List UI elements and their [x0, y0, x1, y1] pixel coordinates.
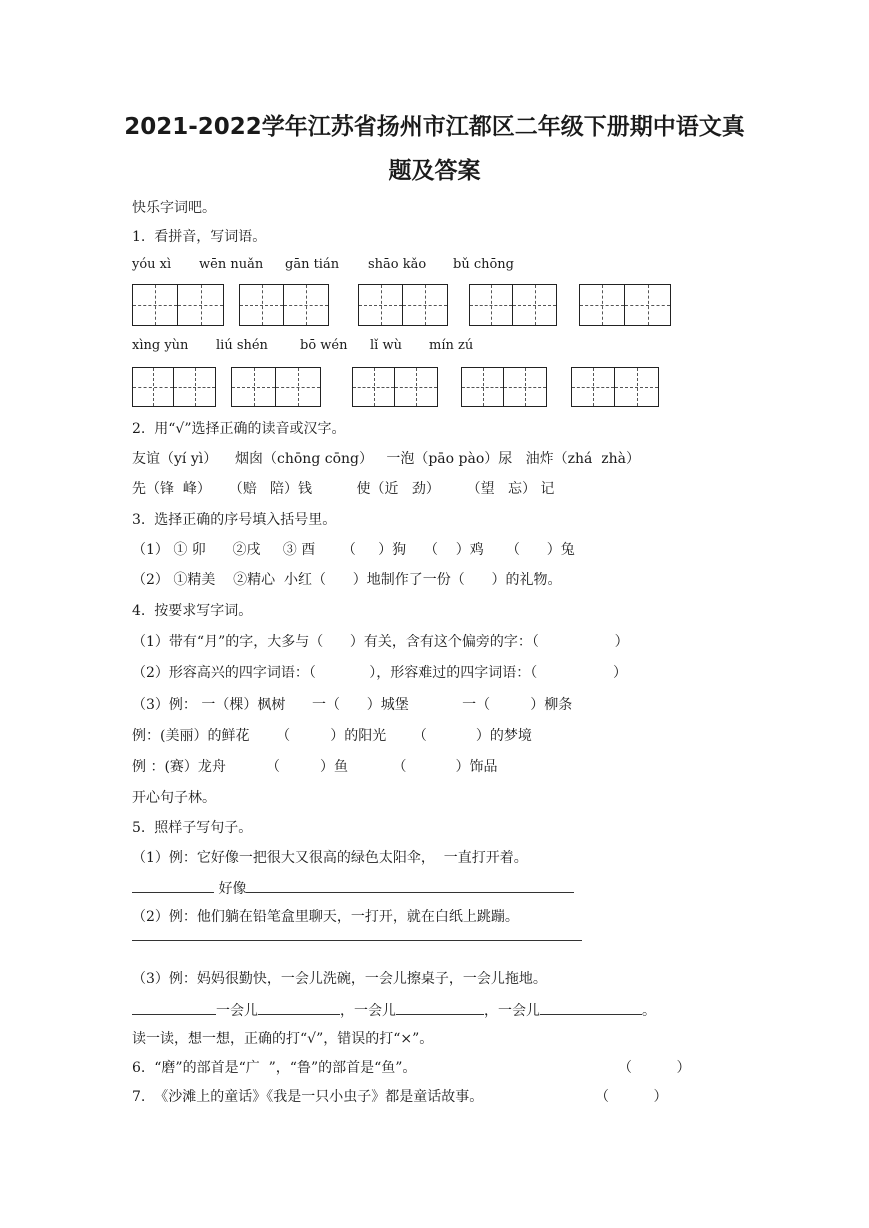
answer-connector: 好像 — [214, 881, 247, 897]
question-4-line-4: 例：(美丽）的鲜花 （ ）的阳光 （ ）的梦境 — [132, 728, 532, 744]
answer-connector: ，一会儿 — [340, 1003, 396, 1019]
answer-connector: 一会儿 — [216, 1003, 258, 1019]
question-5-1-answer — [132, 878, 574, 898]
answer-connector: 。 — [642, 1003, 656, 1019]
pinyin-7: liú shén — [216, 338, 268, 353]
question-5-3: （3）例：妈妈很勤快，一会儿洗碗，一会儿擦桌子，一会儿拖地。 — [132, 971, 547, 987]
answer-line[interactable] — [132, 940, 582, 941]
writing-grid[interactable] — [231, 367, 321, 407]
page-title-line1: 2021-2022学年江苏省扬州市江都区二年级下册期中语文真 — [124, 114, 745, 140]
question-6-answer[interactable]: （ ） — [618, 1060, 691, 1076]
question-3: 3. 选择正确的序号填入括号里。 — [132, 512, 337, 528]
question-5-3-answer — [132, 1000, 656, 1020]
question-4-line-3: （3）例： 一（棵）枫树 一（ ）城堡 一（ ）柳条 — [132, 697, 573, 713]
question-4-line-5: 例 ：(赛）龙舟 （ ）鱼 （ ）饰品 — [132, 759, 498, 775]
question-1: 1. 看拼音，写词语。 — [132, 229, 267, 245]
question-4-line-2: （2）形容高兴的四字词语：（ ），形容难过的四字词语：（ ） — [132, 665, 627, 681]
question-4: 4. 按要求写字词。 — [132, 603, 253, 619]
pinyin-10: mín zú — [429, 338, 474, 353]
section-heading-words: 快乐字词吧。 — [132, 200, 216, 216]
question-2: 2. 用“√”选择正确的读音或汉字。 — [132, 421, 346, 437]
pinyin-8: bō wén — [300, 338, 348, 353]
writing-grid[interactable] — [579, 284, 671, 326]
pinyin-5: bǔ chōng — [453, 257, 515, 272]
pinyin-6: xìng yùn — [132, 338, 189, 353]
answer-connector: ，一会儿 — [484, 1003, 540, 1019]
writing-grid[interactable] — [352, 367, 438, 407]
pinyin-1: yóu xì — [132, 257, 172, 272]
question-5-1: （1）例：它好像一把很大又很高的绿色太阳伞， 一直打开着。 — [132, 850, 528, 866]
pinyin-2: wēn nuǎn — [199, 257, 264, 272]
question-3-line-1: （1） ① 卯 ②戌 ③ 酉 （ ）狗 （ ）鸡 （ ）兔 — [132, 542, 575, 558]
section-heading-sentences: 开心句子林。 — [132, 790, 216, 806]
question-6: 6. “磨”的部首是“广 ”，“鲁”的部首是“鱼”。 — [132, 1060, 417, 1076]
writing-grid[interactable] — [132, 284, 224, 326]
page-title-line2: 题及答案 — [388, 158, 481, 184]
pinyin-9: lǐ wù — [370, 338, 402, 353]
writing-grid[interactable] — [461, 367, 547, 407]
section-heading-judgement: 读一读，想一想，正确的打“√”，错误的打“×”。 — [132, 1031, 434, 1047]
answer-blank[interactable] — [258, 1000, 340, 1015]
writing-grid[interactable] — [571, 367, 659, 407]
writing-grid[interactable] — [469, 284, 557, 326]
writing-grid[interactable] — [239, 284, 329, 326]
answer-blank[interactable] — [132, 878, 214, 893]
question-5-2: （2）例：他们躺在铅笔盒里聊天，一打开，就在白纸上跳蹦。 — [132, 909, 519, 925]
pinyin-4: shāo kǎo — [368, 257, 427, 272]
question-4-line-1: （1）带有“月”的字，大多与（ ）有关，含有这个偏旁的字：（ ） — [132, 634, 629, 650]
question-3-line-2: （2） ①精美 ②精心 小红（ ）地制作了一份（ ）的礼物。 — [132, 572, 562, 588]
question-2-line-2: 先（锋 峰） （赔 陪）钱 使（近 劲） （望 忘） 记 — [132, 481, 555, 497]
question-5: 5. 照样子写句子。 — [132, 820, 253, 836]
answer-blank[interactable] — [540, 1000, 642, 1015]
pinyin-3: gān tián — [285, 257, 340, 272]
answer-blank[interactable] — [396, 1000, 484, 1015]
writing-grid[interactable] — [358, 284, 448, 326]
question-2-line-1: 友谊（yí yì） 烟囱（chōng cōng） 一泡（pāo pào）尿 油炸（zhá zhà） — [132, 451, 640, 467]
answer-blank[interactable] — [246, 878, 574, 893]
answer-blank[interactable] — [132, 1000, 216, 1015]
question-7: 7. 《沙滩上的童话》《我是一只小虫子》都是童话故事。 — [132, 1089, 484, 1105]
question-7-answer[interactable]: （ ） — [595, 1089, 668, 1105]
writing-grid[interactable] — [132, 367, 216, 407]
